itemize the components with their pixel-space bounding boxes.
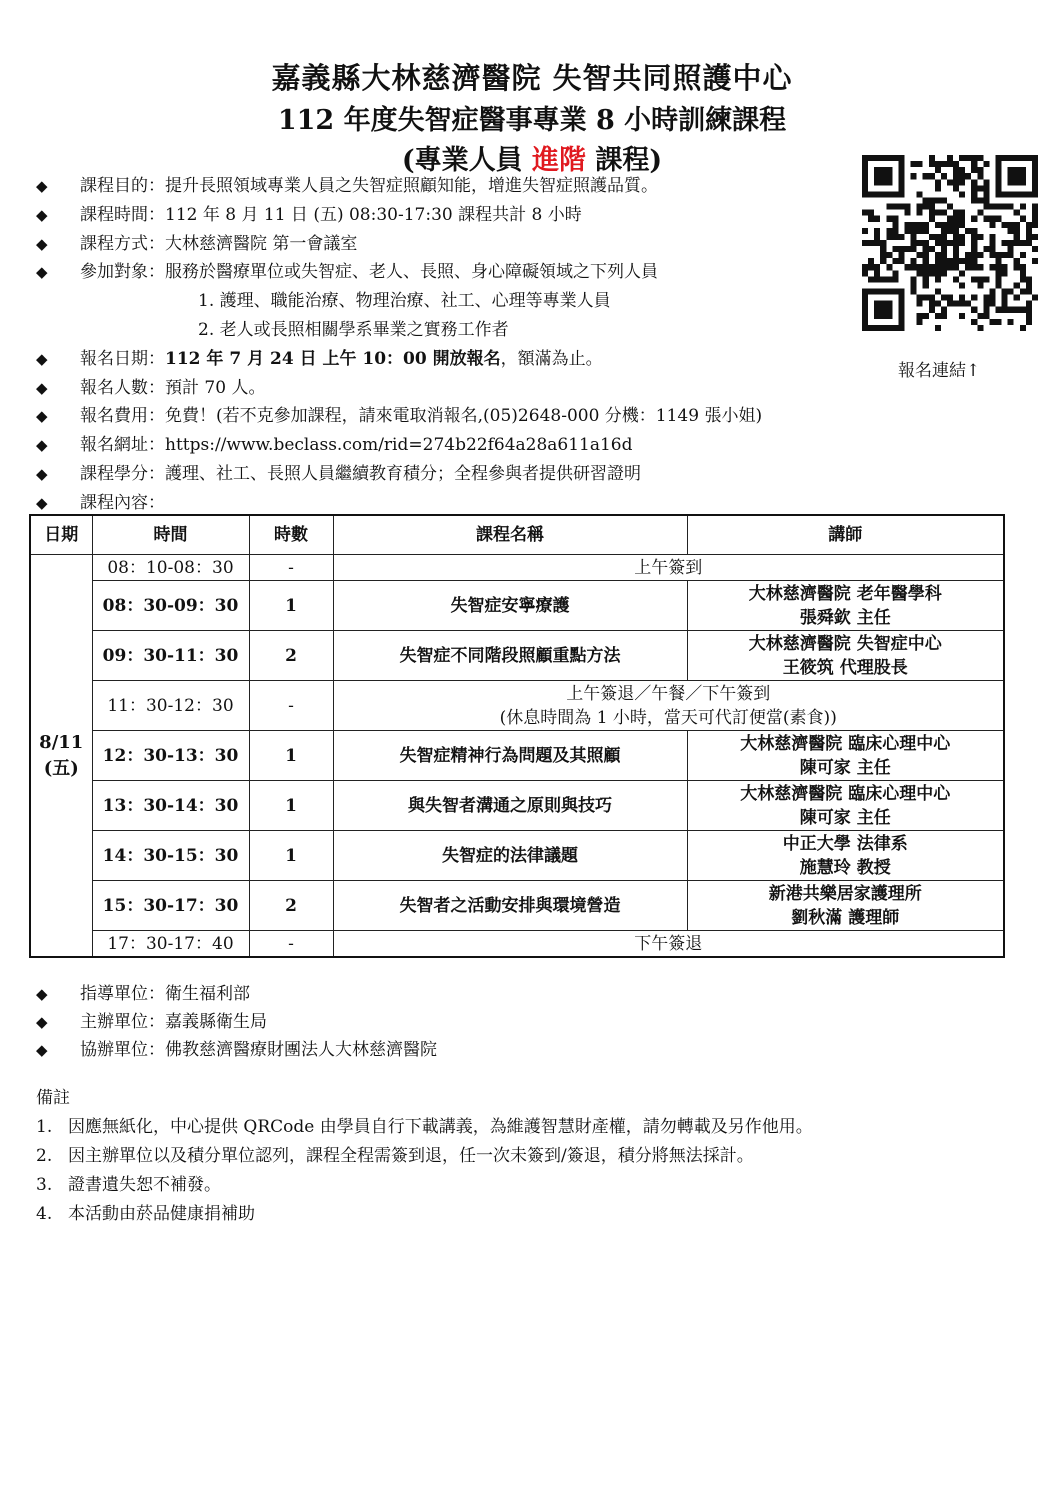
hours-cell: 1 (249, 581, 333, 631)
course-level-suffix: 課程) (586, 145, 663, 176)
course-level-accent: 進階 (532, 145, 586, 176)
day-date: 8/11 (39, 731, 84, 753)
header-course: 課程名稱 (333, 515, 687, 555)
info-audience-sub-2 (36, 316, 856, 345)
time-cell: 08：10-08：30 (92, 555, 249, 581)
course-cell: 失智者之活動安排與環境營造 (333, 881, 687, 931)
diamond-bullet-icon: ◆ (36, 234, 48, 253)
info-text (80, 345, 603, 374)
hours-cell: - (249, 681, 333, 731)
note-text: 本活動由菸品健康捐補助 (68, 1204, 255, 1224)
diamond-bullet-icon: ◆ (36, 378, 48, 397)
organizer-text: 協辦單位：佛教慈濟醫療財團法人大林慈濟醫院 (80, 1040, 437, 1060)
lecturer-name: 施慧玲 教授 (799, 857, 891, 878)
lecturer-cell (687, 881, 1004, 931)
table-row (30, 731, 1004, 781)
hours-cell: 1 (249, 781, 333, 831)
note-item (36, 1171, 221, 1200)
diamond-bullet-icon: ◆ (36, 436, 48, 455)
registration-qr-code-icon[interactable] (862, 154, 1038, 332)
reg-date-label: 報名日期： (80, 348, 165, 369)
merged-cell: 上午簽到 (333, 555, 1004, 581)
notes-title-text: 備註 (36, 1088, 70, 1108)
info-text: 課程目的：提升長照領域專業人員之失智症照顧知能，增進失智症照護品質。 (80, 176, 658, 196)
time-cell: 17：30-17：40 (92, 931, 249, 958)
lecturer-name: 張舜欽 主任 (799, 607, 891, 628)
lecturer-cell (687, 581, 1004, 631)
info-credit (36, 460, 856, 489)
notes-section (36, 1084, 813, 1229)
merged-line-1: 上午簽退／午餐／下午簽到 (566, 683, 771, 704)
lecturer-org: 大林慈濟醫院 臨床心理中心 (740, 733, 951, 754)
hours-cell: - (249, 931, 333, 958)
merged-cell (333, 681, 1004, 731)
course-cell: 失智症不同階段照顧重點方法 (333, 631, 687, 681)
table-row (30, 781, 1004, 831)
info-audience (36, 258, 856, 287)
note-number: 1. (36, 1117, 53, 1137)
reg-date-value: 112 年 7 月 24 日 上午 10：00 開放報名 (165, 348, 501, 369)
note-number: 4. (36, 1204, 53, 1224)
info-venue (36, 230, 856, 259)
hours-cell: 1 (249, 731, 333, 781)
course-cell: 與失智者溝通之原則與技巧 (333, 781, 687, 831)
time-cell: 12：30-13：30 (92, 731, 249, 781)
table-row (30, 931, 1004, 958)
diamond-bullet-icon: ◆ (36, 177, 48, 195)
diamond-bullet-icon: ◆ (36, 1041, 48, 1059)
day-cell (30, 555, 92, 958)
note-item (36, 1142, 754, 1171)
info-text: 課程學分：護理、社工、長照人員繼續教育積分；全程參與者提供研習證明 (80, 463, 641, 484)
info-purpose (36, 172, 856, 201)
info-subtext: 1. 護理、職能治療、物理治療、社工、心理等專業人員 (198, 291, 611, 312)
diamond-bullet-icon: ◆ (36, 205, 48, 224)
merged-line-2: (休息時間為 1 小時，當天可代訂便當(素食)) (499, 707, 837, 728)
diamond-bullet-icon: ◆ (36, 1013, 48, 1031)
reg-date-tail: ，額滿為止。 (500, 348, 603, 369)
lecturer-cell (687, 831, 1004, 881)
merged-cell: 下午簽退 (333, 931, 1004, 958)
organizer-text: 主辦單位：嘉義縣衛生局 (80, 1012, 267, 1032)
table-row (30, 681, 1004, 731)
lecturer-org: 大林慈濟醫院 失智症中心 (748, 633, 942, 654)
info-text: 課程時間：112 年 8 月 11 日 (五) 08:30-17:30 課程共計 8 小時 (80, 204, 582, 225)
note-text: 因應無紙化，中心提供 QRCode 由學員自行下載講義，為維護智慧財產權，請勿轉載及另作他用。 (68, 1117, 813, 1137)
lecturer-cell (687, 631, 1004, 681)
note-text: 因主辦單位以及積分單位認列，課程全程需簽到退，任一次未簽到/簽退，積分將無法採計。 (68, 1146, 754, 1166)
note-text: 證書遺失恕不補發。 (68, 1175, 221, 1195)
header-hours: 時數 (249, 515, 333, 555)
header-time: 時間 (92, 515, 249, 555)
info-audience-sub-1 (36, 287, 856, 316)
page-subtitle: 112 年度失智症醫事專業 8 小時訓練課程 (277, 105, 787, 136)
notes-title (36, 1084, 70, 1113)
time-cell: 09：30-11：30 (92, 631, 249, 681)
time-cell: 13：30-14：30 (92, 781, 249, 831)
time-cell: 08：30-09：30 (92, 581, 249, 631)
info-subtext: 2. 老人或長照相關學系畢業之實務工作者 (198, 319, 509, 340)
info-text: 課程方式：大林慈濟醫院 第一會議室 (80, 233, 358, 254)
day-weekday: (五) (43, 757, 79, 779)
info-fee (36, 402, 856, 431)
registration-url-link[interactable]: 報名網址：https://www.beclass.com/rid=274b22f64a28a611a16d (80, 435, 633, 456)
lecturer-org: 大林慈濟醫院 老年醫學科 (748, 583, 942, 604)
qr-caption: 報名連結↑ (898, 361, 981, 381)
diamond-bullet-icon: ◆ (36, 493, 48, 512)
table-row (30, 831, 1004, 881)
note-number: 2. (36, 1146, 53, 1166)
lecturer-cell (687, 731, 1004, 781)
course-cell: 失智症的法律議題 (333, 831, 687, 881)
schedule-table (29, 514, 1005, 958)
hours-cell: 2 (249, 631, 333, 681)
time-cell: 11：30-12：30 (92, 681, 249, 731)
header-date: 日期 (30, 515, 92, 555)
lecturer-name: 陳可家 主任 (799, 757, 891, 778)
info-text: 課程內容： (80, 492, 165, 513)
diamond-bullet-icon: ◆ (36, 349, 48, 368)
diamond-bullet-icon: ◆ (36, 464, 48, 483)
info-text: 報名費用：免費！(若不克參加課程，請來電取消報名,(05)2648-000 分機：1149 張小姐) (80, 406, 763, 427)
diamond-bullet-icon: ◆ (36, 407, 48, 426)
lecturer-org: 中正大學 法律系 (782, 833, 908, 854)
time-cell: 14：30-15：30 (92, 831, 249, 881)
table-row (30, 581, 1004, 631)
info-url[interactable] (36, 431, 856, 460)
hours-cell: - (249, 555, 333, 581)
note-item (36, 1200, 255, 1229)
lecturer-name: 王筱筑 代理股長 (782, 657, 908, 678)
note-number: 3. (36, 1175, 53, 1195)
table-row (30, 555, 1004, 581)
course-info-list (36, 172, 856, 518)
info-text: 參加對象：服務於醫療單位或失智症、老人、長照、身心障礙領域之下列人員 (80, 262, 658, 283)
page-title: 嘉義縣大林慈濟醫院 失智共同照護中心 (271, 61, 793, 95)
info-count (36, 374, 856, 403)
info-time (36, 201, 856, 230)
note-item (36, 1113, 813, 1142)
diamond-bullet-icon: ◆ (36, 985, 48, 1003)
table-row (30, 881, 1004, 931)
lecturer-org: 新港共樂居家護理所 (768, 883, 922, 904)
organizer-text: 指導單位：衛生福利部 (80, 984, 250, 1004)
lecturer-name: 陳可家 主任 (799, 807, 891, 828)
course-cell: 失智症安寧療護 (333, 581, 687, 631)
header-lecturer: 講師 (687, 515, 1004, 555)
hours-cell: 1 (249, 831, 333, 881)
info-reg-date (36, 345, 856, 374)
lecturer-name: 劉秋滿 護理師 (791, 907, 900, 928)
info-text: 報名人數：預計 70 人。 (80, 377, 266, 398)
hours-cell: 2 (249, 881, 333, 931)
time-cell: 15：30-17：30 (92, 881, 249, 931)
course-level-prefix: (專業人員 (401, 145, 532, 176)
diamond-bullet-icon: ◆ (36, 263, 48, 282)
course-cell: 失智症精神行為問題及其照顧 (333, 731, 687, 781)
table-row (30, 631, 1004, 681)
table-header-row (30, 515, 1004, 555)
lecturer-org: 大林慈濟醫院 臨床心理中心 (740, 783, 951, 804)
lecturer-cell (687, 781, 1004, 831)
